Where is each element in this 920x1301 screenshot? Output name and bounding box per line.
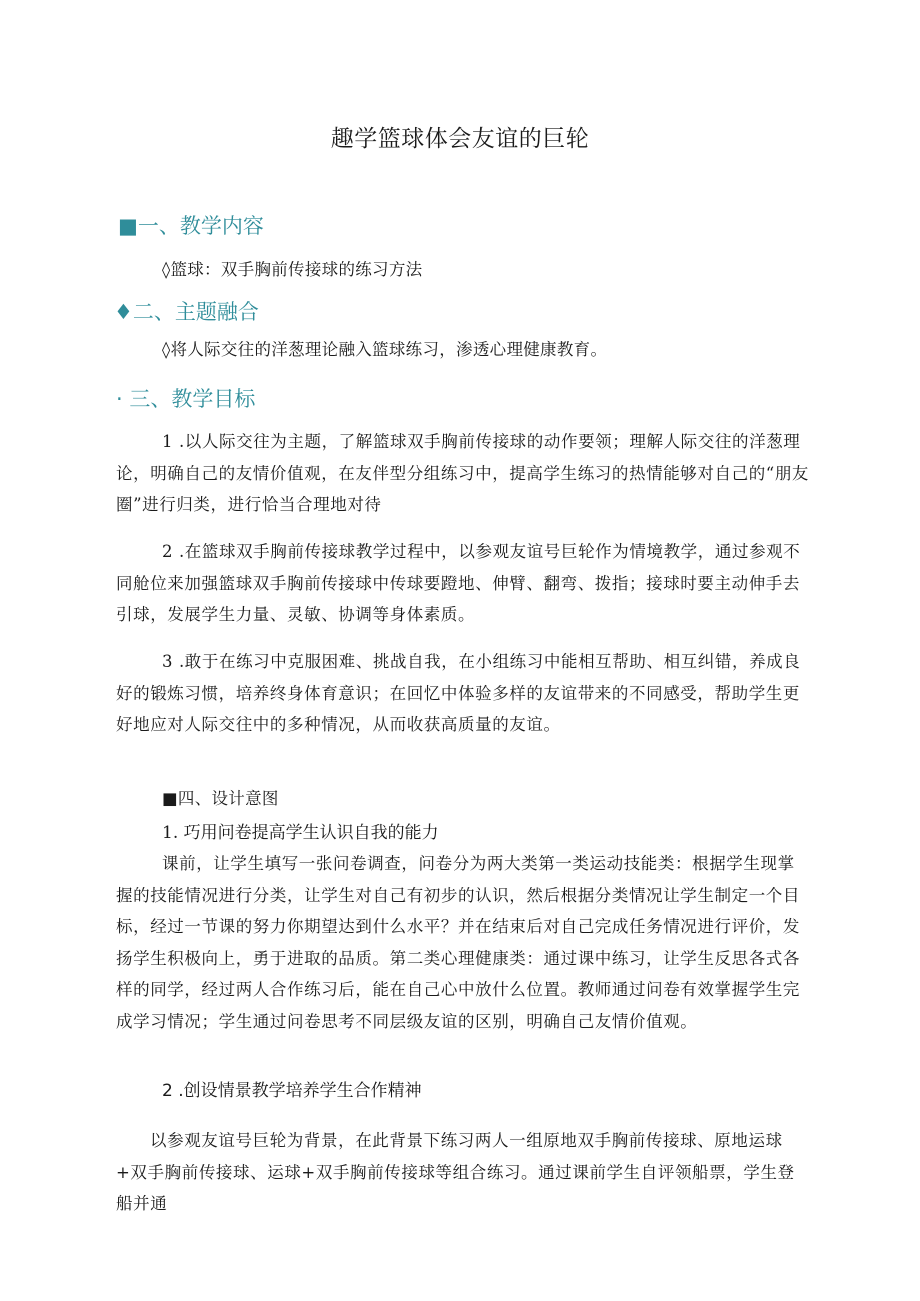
design-paragraph-1: 课前，让学生填写一张问卷调查，问卷分为两大类第一类运动技能类：根据学生现掌握的技能情况进行分类，让学生对自己有初步的认识，然后根据分类情况让学生制定一个目标，经过一节课的努力你期望达到什么水平？并在结束后对自己完成任务情况进行评价，发扬学生积极向上，勇于进取的品质。第二类心理健康类：通过课中练习，让学生反思各式各样的同学，经过两人合作练习后，能在自己心中放什么位置。教师通过问卷有效掌握学生完成学习情况；学生通过问卷思考不同层级友谊的区别，明确自己友情价值观。: [116, 854, 800, 1031]
page-title: 趣学篮球体会友谊的巨轮: [330, 126, 590, 152]
section2-item: ◊将人际交往的洋葱理论融入篮球练习，渗透心理健康教育。: [162, 340, 608, 359]
design-paragraph-2: 以参观友谊号巨轮为背景，在此背景下练习两人一组原地双手胸前传接球、原地运球+双手胸前传接球、运球+双手胸前传接球等组合练习。通过课前学生自评领船票，学生登船并通: [116, 1131, 795, 1213]
goal-paragraph-3: 3 .敢于在练习中克服困难、挑战自我，在小组练习中能相互帮助、相互纠错，养成良好的锻炼习惯，培养终身体育意识；在回忆中体验多样的友谊带来的不同感受，帮助学生更好地应对人际交往中的多种情况，从而收获高质量的友谊。: [116, 652, 801, 734]
section3-heading: · 三、教学目标: [116, 387, 256, 411]
goal-paragraph-1: 1 .以人际交往为主题，了解篮球双手胸前传接球的动作要领；理解人际交往的洋葱理论，明确自己的友情价值观，在友伴型分组练习中，提高学生练习的热情能够对自己的“朋友圈”进行归类，进行恰当合理地对待: [116, 432, 810, 514]
section4-heading: ■四、设计意图: [162, 789, 279, 808]
section1-heading: ■一、教学内容: [118, 214, 264, 238]
section1-item: ◊篮球：双手胸前传接球的练习方法: [162, 260, 423, 279]
section4-subheading-2: 2 .创设情景教学培养学生合作精神: [162, 1081, 422, 1101]
section4-subheading-1: 1. 巧用问卷提高学生认识自我的能力: [162, 823, 439, 843]
section2-heading: ♦二、主题融合: [114, 300, 259, 324]
goal-paragraph-2: 2 .在篮球双手胸前传接球教学过程中，以参观友谊号巨轮作为情境教学，通过参观不同舱位来加强篮球双手胸前传接球中传球要蹬地、伸臂、翻弯、拨指；接球时要主动伸手去引球，发展学生力量、灵敏、协调等身体素质。: [116, 542, 801, 624]
